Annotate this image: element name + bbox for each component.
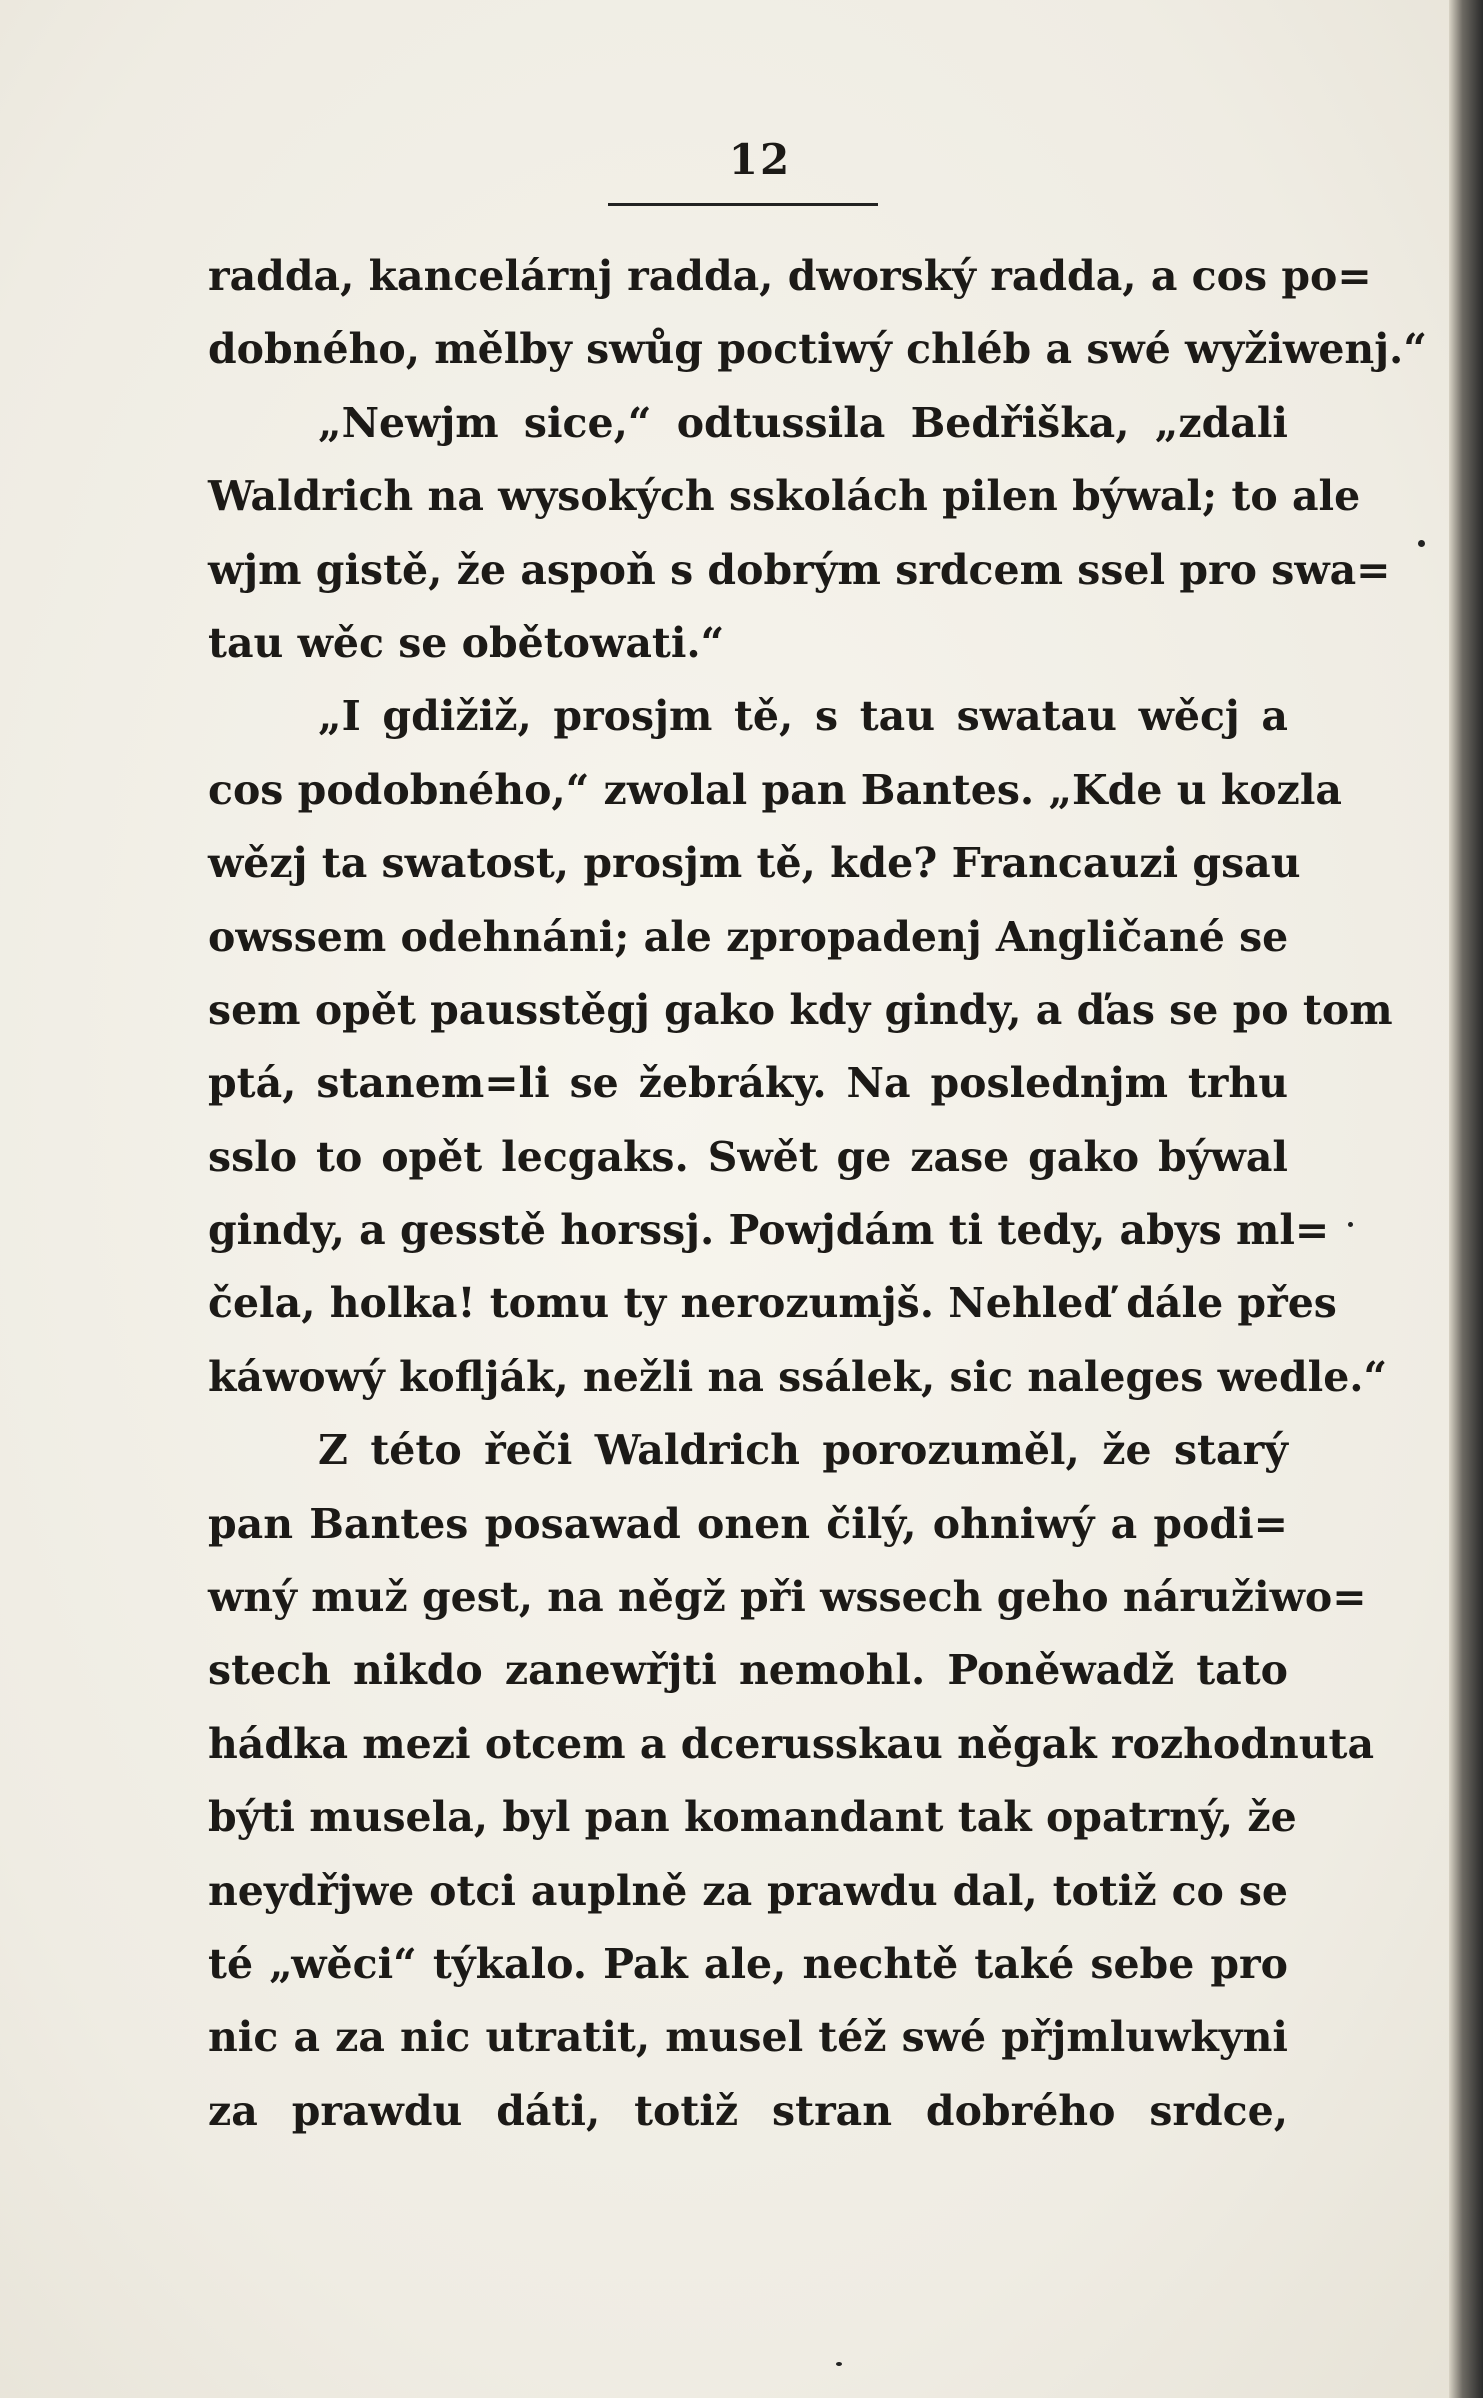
text-line: čela, holka! tomu ty nerozumjš. Nehleď dále přes <box>208 1279 1337 1328</box>
text-line: wný muž gest, na něgž při wssech geho náružiwo= <box>208 1573 1367 1622</box>
text-line: tau wěc se obětowati.“ <box>208 618 725 667</box>
text-line: Z této řeči Waldrich porozuměl, že starý <box>318 1426 1288 1475</box>
text-line: dobného, mělby swůg poctiwý chléb a swé wyžiwenj.“ <box>208 325 1427 374</box>
paper-speck <box>1418 540 1425 547</box>
text-line: wjm gistě, že aspoň s dobrým srdcem ssel pro swa= <box>208 545 1391 594</box>
text-line: sslo to opět lecgaks. Swět ge zase gako býwal <box>208 1132 1288 1181</box>
body-text <box>208 240 1427 2148</box>
text-line: neydřjwe otci auplně za prawdu dal, totiž co se <box>208 1866 1288 1915</box>
text-line: „Newjm sice,“ odtussila Bedřiška, „zdali <box>318 398 1288 447</box>
text-line: nic a za nic utratit, musel též swé přjmluwkyni <box>208 2013 1288 2062</box>
text-line: gindy, a gesstě horssj. Powjdám ti tedy, abys ml= <box>208 1206 1330 1255</box>
text-line: cos podobného,“ zwolal pan Bantes. „Kde u kozla <box>208 765 1342 814</box>
text-line: pan Bantes posawad onen čilý, ohniwý a podi= <box>208 1499 1288 1548</box>
text-line: za prawdu dáti, totiž stran dobrého srdce, <box>208 2086 1288 2135</box>
text-line: radda, kancelárnj radda, dworský radda, a cos po= <box>208 252 1372 300</box>
text-line: sem opět pausstěgj gako kdy gindy, a ďas se po tom <box>208 985 1393 1034</box>
text-line: káwowý koflják, nežli na ssálek, sic naleges wedle.“ <box>208 1352 1388 1401</box>
text-line: té „wěci“ týkalo. Pak ale, nechtě také sebe pro <box>208 1939 1288 1988</box>
paper-speck <box>1348 1222 1353 1227</box>
header-rule <box>608 203 878 206</box>
text-line: stech nikdo zanewřjti nemohl. Poněwadž tato <box>208 1646 1288 1695</box>
book-spine-shadow <box>1449 0 1483 2398</box>
text-line: owssem odehnáni; ale zpropadenj Angličané se <box>208 912 1289 961</box>
text-line: Waldrich na wysokých sskolách pilen býwal; to ale <box>208 472 1361 521</box>
text-line: býti musela, byl pan komandant tak opatrný, že <box>208 1793 1297 1842</box>
page-number: 12 <box>728 135 792 184</box>
text-line: hádka mezi otcem a dcerusskau něgak rozhodnuta <box>208 1719 1375 1768</box>
paper-speck <box>836 2362 842 2366</box>
text-line: ptá, stanem=li se žebráky. Na poslednjm trhu <box>208 1059 1288 1108</box>
text-line: „I gdižiž, prosjm tě, s tau swatau wěcj a <box>318 692 1288 741</box>
text-line: wězj ta swatost, prosjm tě, kde? Francauzi gsau <box>208 839 1301 888</box>
